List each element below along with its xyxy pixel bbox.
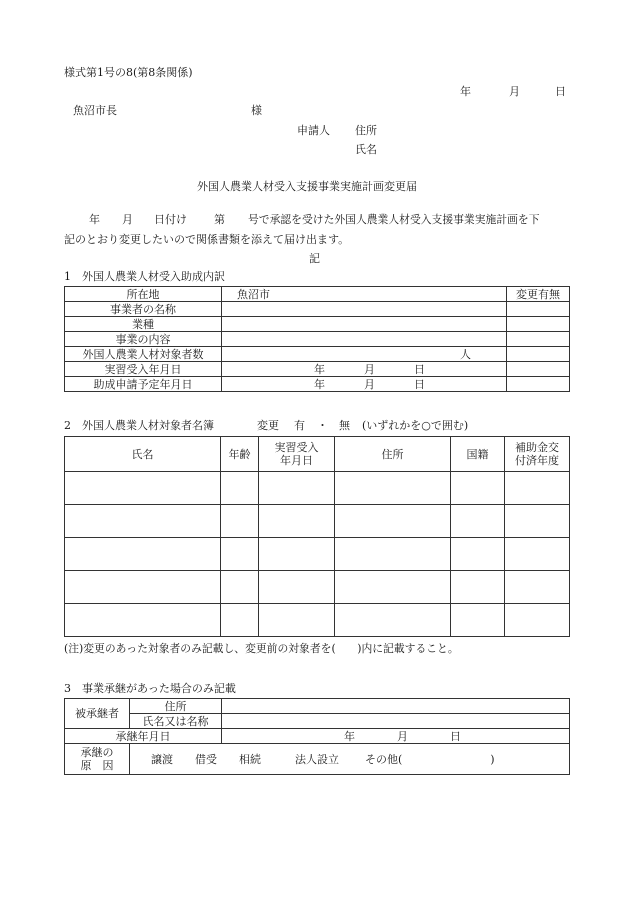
row-label-location: 所在地 [65,287,222,302]
applicant-name-label: 氏名 [355,143,377,156]
ki-label: 記 [309,252,320,265]
section2-dot: ・ [317,419,328,432]
row-label-business-content: 事業の内容 [65,332,222,347]
table-row [65,699,570,714]
date-month: 月 [364,377,375,391]
table-row [65,714,570,729]
address-label: 住所 [130,699,222,714]
name-or-title-value [222,714,570,729]
table-row [65,302,570,317]
option-close: ) [490,752,495,766]
date-day: 日 [555,85,566,98]
section1-title: 1 外国人農業人材受入助成内訳 [64,270,225,283]
table-row [65,472,570,505]
section2-title: 2 外国人農業人材対象者名簿 [64,419,214,432]
section3-title: 3 事業承継があった場合のみ記載 [64,682,236,695]
cause-label-line2: 原 因 [80,759,114,772]
row-value-target-count: 人 [222,347,507,362]
row-value-training-date [222,362,507,377]
row-change-cell [507,332,570,347]
row-label-training-date: 実習受入年月日 [65,362,222,377]
table-row [65,505,570,538]
address-value [222,699,570,714]
change-header: 変更有無 [507,287,570,302]
date-year: 年 [314,377,325,391]
table-row [65,744,570,775]
header-subsidy-year [505,437,570,472]
table-row [65,347,570,362]
body-year: 年 [89,213,100,226]
cause-label-line1: 承継の [80,746,114,759]
row-change-cell [507,347,570,362]
date-month: 月 [364,362,375,376]
cause-options [130,744,570,775]
row-value-business-name [222,302,507,317]
body-dai: 第 [214,213,225,226]
document-title: 外国人農業人材受入支援事業実施計画変更届 [197,180,417,193]
header-address: 住所 [335,437,451,472]
row-change-cell [507,317,570,332]
table-row [65,571,570,604]
succession-date-value [222,729,570,744]
section2-no: 無 [339,419,350,432]
header-subsidy-line1: 補助金交 [515,441,559,454]
date-day: 日 [414,362,425,376]
row-label-subsidy-date: 助成申請予定年月日 [65,377,222,392]
row-change-cell [507,302,570,317]
date-day: 日 [414,377,425,391]
row-value-industry [222,317,507,332]
table-row [65,362,570,377]
row-change-cell [507,377,570,392]
header-name: 氏名 [65,437,221,472]
section2-change-label: 変更 [257,419,279,432]
succession-date-label: 承継年月日 [65,729,222,744]
row-label-industry: 業種 [65,317,222,332]
date-year: 年 [460,85,471,98]
row-change-cell [507,362,570,377]
header-training-date-line2: 年月日 [280,454,313,467]
section1-table [64,286,570,392]
predecessor-label: 被承継者 [65,699,130,729]
body-date-suffix: 日付け [154,213,187,226]
cause-label [65,744,130,775]
option-inherit: 相続 [239,752,261,766]
row-value-location: 魚沼市 [222,287,507,302]
body-line2: 記のとおり変更したいので関係書類を添えて届け出ます。 [64,233,350,246]
table-row [65,287,570,302]
option-lease: 借受 [195,752,217,766]
table-row [65,317,570,332]
table-row [65,332,570,347]
date-day: 日 [450,729,461,743]
header-training-date [259,437,335,472]
row-value-subsidy-date [222,377,507,392]
header-subsidy-line2: 付済年度 [515,454,559,467]
row-value-business-content [222,332,507,347]
date-month: 月 [397,729,408,743]
name-or-title-label: 氏名又は名称 [130,714,222,729]
date-month: 月 [509,85,520,98]
table-header-row [65,437,570,472]
section2-yes: 有 [294,419,305,432]
addressee-honorific: 様 [251,104,262,117]
date-year: 年 [314,362,325,376]
date-year: 年 [344,729,355,743]
row-label-target-count: 外国人農業人材対象者数 [65,347,222,362]
table-row [65,538,570,571]
section3-table [64,698,570,775]
header-training-date-line1: 実習受入 [274,441,319,454]
option-transfer: 譲渡 [151,752,173,766]
section2-hint: (いずれかを○で囲む) [362,419,469,432]
addressee-mayor: 魚沼市長 [73,104,117,117]
table-row [65,729,570,744]
table-row [65,604,570,637]
section2-table [64,436,570,637]
header-age: 年齢 [221,437,259,472]
section2-note: (注)変更のあった対象者のみ記載し、変更前の対象者を( )内に記載すること。 [64,642,459,655]
applicant-label: 申請人 [297,124,330,137]
table-row [65,377,570,392]
form-number: 様式第1号の8(第8条関係) [64,66,193,79]
body-month: 月 [122,213,133,226]
header-nationality: 国籍 [451,437,505,472]
applicant-address-label: 住所 [355,124,377,137]
option-incorporation: 法人設立 [295,752,339,766]
option-other: その他( [365,752,403,766]
row-label-business-name: 事業者の名称 [65,302,222,317]
body-line1-text: 号で承認を受けた外国人農業人材受入支援事業実施計画を下 [248,213,540,226]
